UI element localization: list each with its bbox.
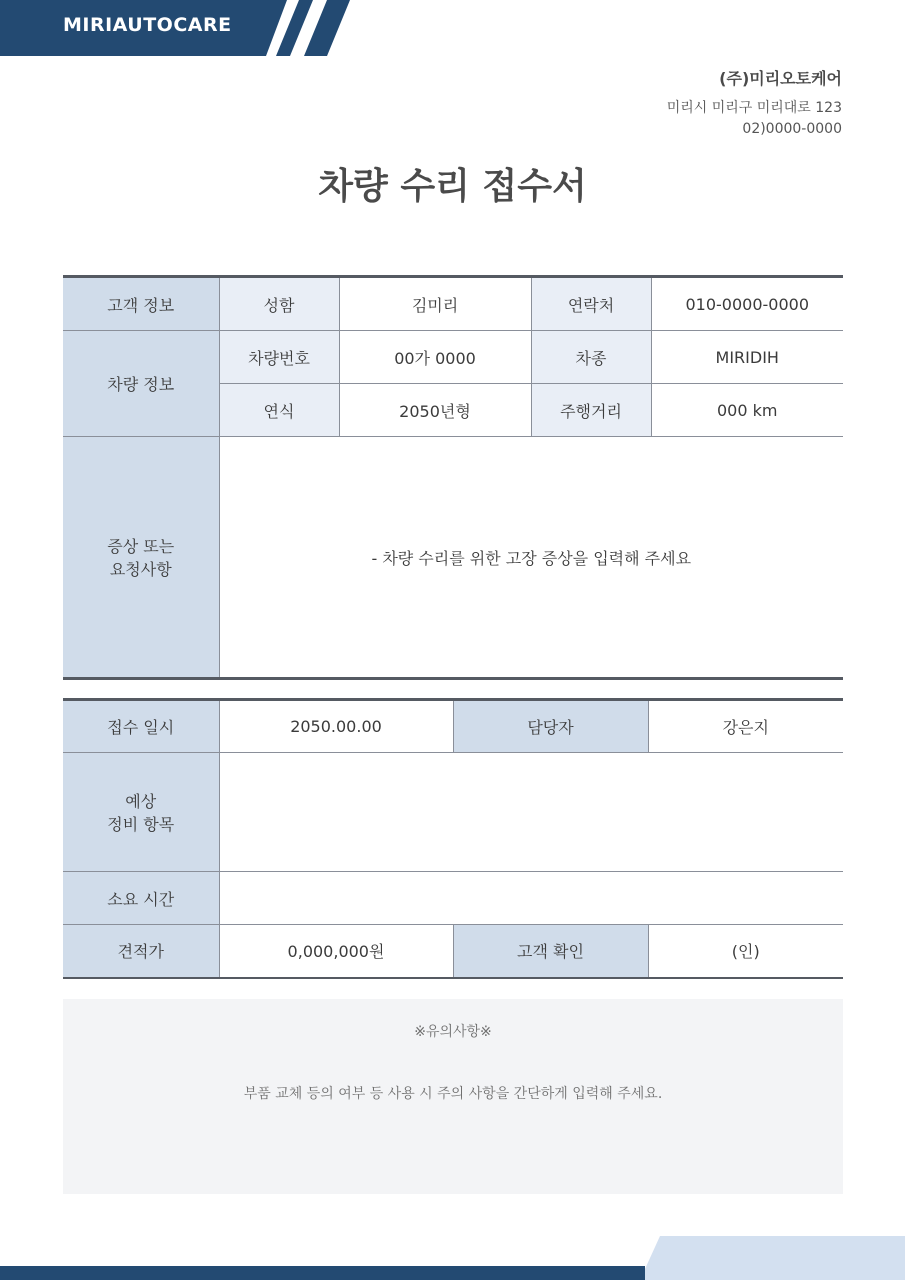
notes-body[interactable]: 부품 교체 등의 여부 등 사용 시 주의 사항을 간단하게 입력해 주세요. xyxy=(243,1086,663,1102)
table-row xyxy=(63,925,843,978)
brand-logo-text: MIRIAUTOCARE xyxy=(63,14,232,36)
estimate-label: 견적가 xyxy=(63,925,219,978)
manager-label: 담당자 xyxy=(453,700,648,753)
expected-items-value[interactable] xyxy=(219,753,843,872)
symptom-label-line2: 요청사항 xyxy=(109,560,172,579)
customer-info-label: 고객 정보 xyxy=(63,277,219,331)
document-title: 차량 수리 접수서 xyxy=(318,166,587,207)
customer-confirm-value[interactable]: (인) xyxy=(648,925,843,978)
name-value[interactable]: 김미리 xyxy=(339,277,531,331)
notes-box xyxy=(63,999,843,1194)
symptom-label xyxy=(63,437,219,679)
symptom-label-line1: 증상 또는 xyxy=(107,537,175,556)
model-label: 차종 xyxy=(531,331,651,384)
expected-items-label-line2: 정비 항목 xyxy=(107,815,175,834)
footer-band xyxy=(0,1236,905,1280)
vehicle-info-label: 차량 정보 xyxy=(63,331,219,437)
table-row xyxy=(63,753,843,872)
vehicle-info-table xyxy=(63,275,843,680)
estimate-value[interactable]: 0,000,000원 xyxy=(219,925,453,978)
received-label: 접수 일시 xyxy=(63,700,219,753)
contact-label: 연락처 xyxy=(531,277,651,331)
table-row xyxy=(63,437,843,679)
duration-label: 소요 시간 xyxy=(63,872,219,925)
contact-value[interactable]: 010-0000-0000 xyxy=(651,277,843,331)
model-value[interactable]: MIRIDIH xyxy=(651,331,843,384)
table-row xyxy=(63,700,843,753)
expected-items-label xyxy=(63,753,219,872)
company-address: 미리시 미리구 미리대로 123 xyxy=(666,100,842,116)
name-label: 성함 xyxy=(219,277,339,331)
customer-confirm-label: 고객 확인 xyxy=(453,925,648,978)
table-row xyxy=(63,872,843,925)
company-name: (주)미리오토케어 xyxy=(719,69,842,88)
mileage-label: 주행거리 xyxy=(531,384,651,437)
year-label: 연식 xyxy=(219,384,339,437)
plate-label: 차량번호 xyxy=(219,331,339,384)
plate-value[interactable]: 00가 0000 xyxy=(339,331,531,384)
table-row xyxy=(63,331,843,384)
received-value[interactable]: 2050.00.00 xyxy=(219,700,453,753)
table-row xyxy=(63,277,843,331)
mileage-value[interactable]: 000 km xyxy=(651,384,843,437)
company-phone: 02)0000-0000 xyxy=(742,121,842,137)
company-info xyxy=(667,68,842,140)
year-value[interactable]: 2050년형 xyxy=(339,384,531,437)
expected-items-label-line1: 예상 xyxy=(125,792,157,811)
symptom-value[interactable]: - 차량 수리를 위한 고장 증상을 입력해 주세요 xyxy=(219,437,843,679)
repair-info-table xyxy=(63,698,843,979)
duration-value[interactable] xyxy=(219,872,843,925)
notes-title: ※유의사항※ xyxy=(414,1024,492,1040)
manager-value[interactable]: 강은지 xyxy=(648,700,843,753)
